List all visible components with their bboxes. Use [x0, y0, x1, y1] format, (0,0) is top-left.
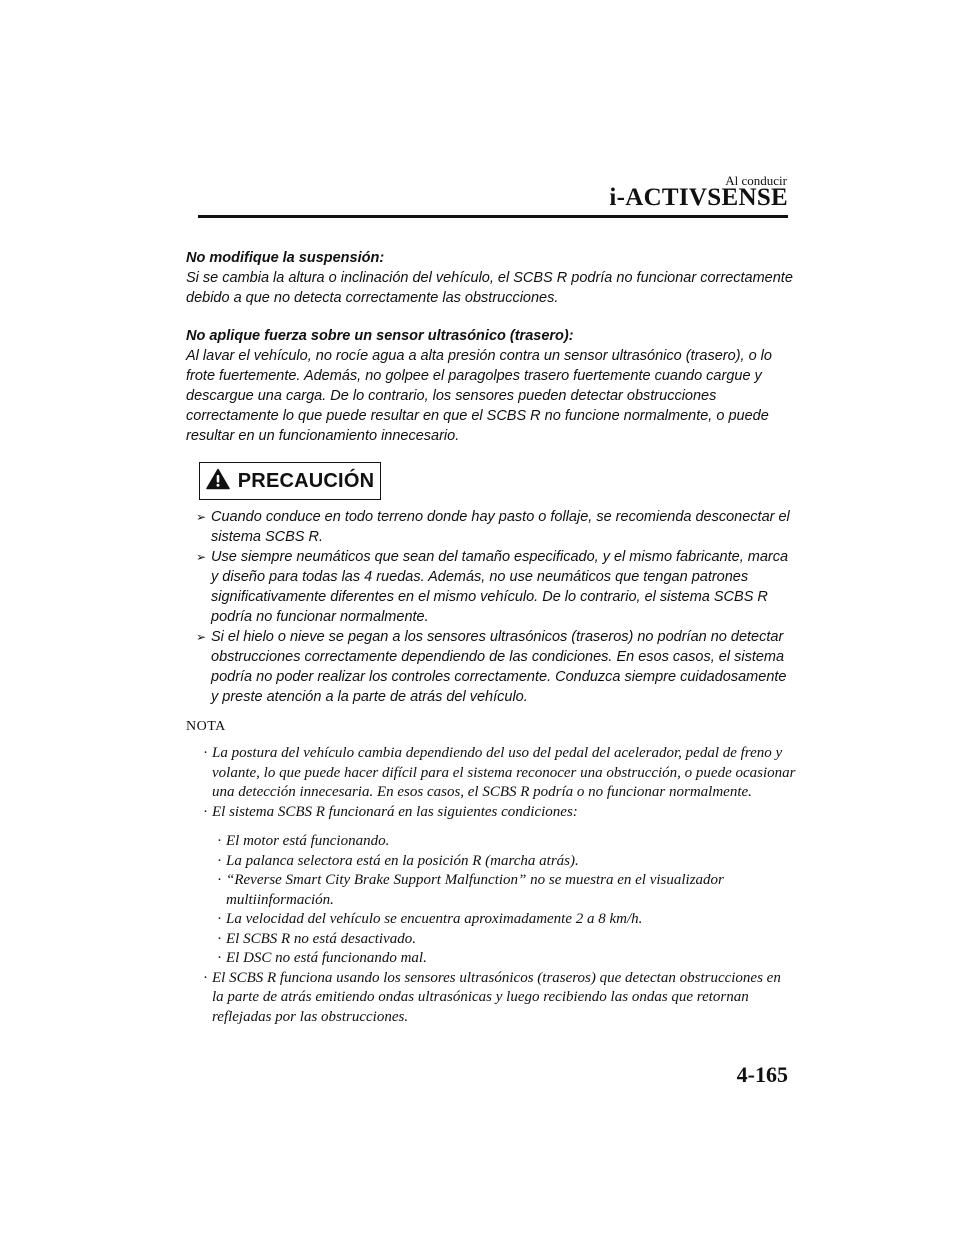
bullet-dot-icon: · [217, 852, 222, 869]
bullet-dot-icon: · [217, 950, 222, 966]
warning-title: No modifique la suspensión: [186, 250, 385, 266]
caution-header [199, 462, 381, 500]
bullet-dot-icon: · [203, 969, 208, 986]
bullet-dot-icon: · [203, 745, 208, 761]
nota-item [186, 969, 796, 1028]
condition-text: La palanca selectora está en la posición R (marcha atrás). [226, 852, 579, 869]
caution-text: Use siempre neumáticos que sean del tamaño especificado, y el mismo fabricante, marca y diseño para todas las 4 ruedas. Además, no use neumáticos que tengan patrones significativamente diferentes en el mismo vehículo. De lo contrario, el sistema SCBS R podría no funcionar normalmente. [211, 549, 789, 625]
caution-item [196, 507, 796, 547]
bullet-dot-icon: · [203, 803, 208, 820]
nota-label: NOTA [186, 719, 226, 734]
caution-text: Cuando conduce en todo terreno donde hay pasto o follaje, se recomienda desconectar el sistema SCBS R. [211, 509, 790, 545]
nota-item [186, 744, 796, 803]
condition-text: La velocidad del vehículo se encuentra aproximadamente 2 a 8 km/h. [226, 911, 643, 927]
condition-text: El motor está funcionando. [226, 833, 390, 849]
condition-text: El SCBS R no está desactivado. [226, 930, 416, 947]
condition-text: “Reverse Smart City Brake Support Malfunction” no se muestra en el visualizador multiinformación. [226, 872, 724, 908]
warning-section [186, 248, 796, 464]
warning-body: Si se cambia la altura o inclinación del vehículo, el SCBS R podría no funcionar correctamente debido a que no detecta correctamente las obstrucciones. [186, 270, 793, 306]
nota-list [186, 744, 796, 1027]
caution-title: PRECAUCIÓN [237, 469, 375, 492]
condition-item [186, 910, 796, 930]
bullet-dot-icon: · [217, 930, 222, 947]
nota-text: La postura del vehículo cambia dependiendo del uso del pedal del acelerador, pedal de freno y volante, lo que puede hacer difícil para el sistema reconocer una obstrucción, o puede ocasionar una detección innecesaria. En esos casos, el SCBS R podría o no funcionar normalmente. [212, 745, 796, 800]
condition-item [186, 852, 796, 872]
condition-text: El DSC no está funcionando mal. [226, 950, 427, 966]
conditions-list [186, 832, 796, 969]
caution-list [196, 507, 796, 707]
arrow-bullet-icon: ➢ [196, 630, 207, 644]
arrow-bullet-icon: ➢ [196, 510, 207, 524]
condition-item [186, 871, 796, 910]
arrow-bullet-icon: ➢ [196, 550, 207, 564]
chapter-title: i-ACTIVSENSE [609, 184, 788, 211]
condition-item [186, 930, 796, 950]
warning-body: Al lavar el vehículo, no rocíe agua a alta presión contra un sensor ultrasónico (trasero), o lo frote fuertemente. Además, no golpee el paragolpes trasero fuertemente cuando cargue y descargue una carga. De lo contrario, los sensores pueden detectar obstrucciones correctamente lo que puede resultar en que el SCBS R no funcione normalmente, o puede resultar en un funcionamiento innecesario. [186, 348, 772, 444]
warning-suspension [186, 248, 796, 308]
bullet-dot-icon: · [217, 911, 222, 927]
page-number: 4-165 [736, 1062, 788, 1087]
nota-item [186, 803, 796, 823]
bullet-dot-icon: · [217, 833, 222, 849]
warning-sensor [186, 326, 796, 446]
warning-triangle-icon [206, 468, 230, 495]
caution-item [196, 547, 796, 627]
nota-text: El SCBS R funciona usando los sensores ultrasónicos (traseros) que detectan obstrucciones en la parte de atrás emitiendo ondas ultrasónicas y luego recibiendo las ondas que retornan reflejadas por las obstrucciones. [212, 969, 781, 1025]
header-divider [198, 215, 788, 218]
section-title: Al conducir [725, 173, 787, 188]
bullet-dot-icon: · [217, 872, 222, 888]
caution-item [196, 627, 796, 707]
caution-text: Si el hielo o nieve se pegan a los sensores ultrasónicos (traseros) no podrían no detectar obstrucciones correctamente dependiendo de las condiciones. En esos casos, el sistema podría no poder realizar los controles correctamente. Conduzca siempre cuidadosamente y preste atención a la parte de atrás del vehículo. [211, 629, 787, 705]
condition-item [186, 949, 796, 969]
condition-item [186, 832, 796, 852]
warning-title: No aplique fuerza sobre un sensor ultrasónico (trasero): [186, 328, 574, 344]
nota-text: El sistema SCBS R funcionará en las siguientes condiciones: [212, 803, 578, 820]
